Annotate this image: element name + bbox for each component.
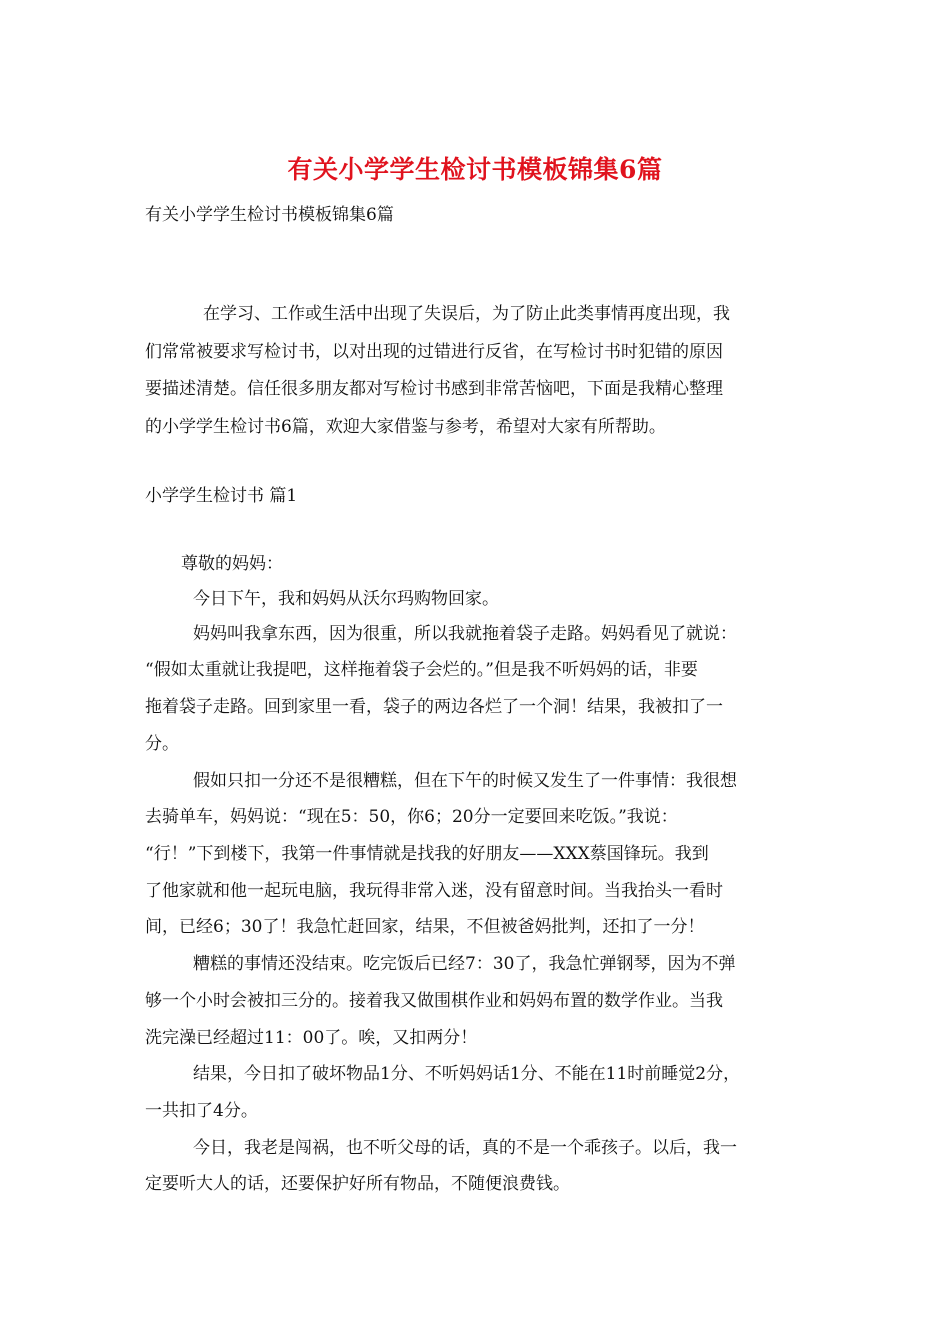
body-line: “行！”下到楼下，我第一件事情就是找我的好朋友——XXX蔡国锋玩。我到 — [145, 844, 709, 864]
body-line: “假如太重就让我提吧，这样拖着袋子会烂的。”但是我不听妈妈的话，非要 — [145, 660, 698, 680]
body-line: 了他家就和他一起玩电脑，我玩得非常入迷，没有留意时间。当我抬头一看时 — [145, 881, 723, 901]
intro-line: 要描述清楚。信任很多朋友都对写检讨书感到非常苦恼吧，下面是我精心整理 — [145, 379, 723, 399]
salutation: 尊敬的妈妈： — [181, 554, 283, 574]
document-title: 有关小学学生检讨书模板锦集6篇 — [287, 155, 663, 184]
body-line: 够一个小时会被扣三分的。接着我又做围棋作业和妈妈布置的数学作业。当我 — [145, 991, 723, 1011]
intro-line: 们常常被要求写检讨书，以对出现的过错进行反省，在写检讨书时犯错的原因 — [145, 342, 723, 362]
body-line: 洗完澡已经超过11：00了。唉，又扣两分！ — [145, 1028, 478, 1048]
intro-line: 在学习、工作或生活中出现了失误后，为了防止此类事情再度出现，我 — [203, 304, 730, 324]
section-heading: 小学学生检讨书 篇1 — [145, 486, 298, 506]
body-line: 拖着袋子走路。回到家里一看，袋子的两边各烂了一个洞！结果，我被扣了一 — [145, 697, 723, 717]
intro-line: 的小学学生检讨书6篇，欢迎大家借鉴与参考，希望对大家有所帮助。 — [145, 417, 666, 437]
body-line: 假如只扣一分还不是很糟糕，但在下午的时候又发生了一件事情：我很想 — [193, 771, 737, 791]
document-subtitle: 有关小学学生检讨书模板锦集6篇 — [145, 205, 394, 225]
body-line: 分。 — [145, 734, 179, 754]
body-line: 结果，今日扣了破坏物品1分、不听妈妈话1分、不能在11时前睡觉2分， — [193, 1064, 741, 1084]
body-line: 定要听大人的话，还要保护好所有物品，不随便浪费钱。 — [145, 1174, 570, 1194]
body-line: 今日，我老是闯祸，也不听父母的话，真的不是一个乖孩子。以后，我一 — [193, 1138, 737, 1158]
body-line: 妈妈叫我拿东西，因为很重，所以我就拖着袋子走路。妈妈看见了就说： — [193, 624, 737, 644]
body-line: 间，已经6；30了！我急忙赶回家，结果，不但被爸妈批判，还扣了一分！ — [145, 917, 705, 937]
body-line: 糟糕的事情还没结束。吃完饭后已经7：30了，我急忙弹钢琴，因为不弹 — [193, 954, 736, 974]
body-line: 去骑单车，妈妈说：“现在5：50，你6；20分一定要回来吃饭。”我说： — [145, 807, 678, 827]
body-line: 一共扣了4分。 — [145, 1101, 258, 1121]
body-line: 今日下午，我和妈妈从沃尔玛购物回家。 — [193, 589, 499, 609]
